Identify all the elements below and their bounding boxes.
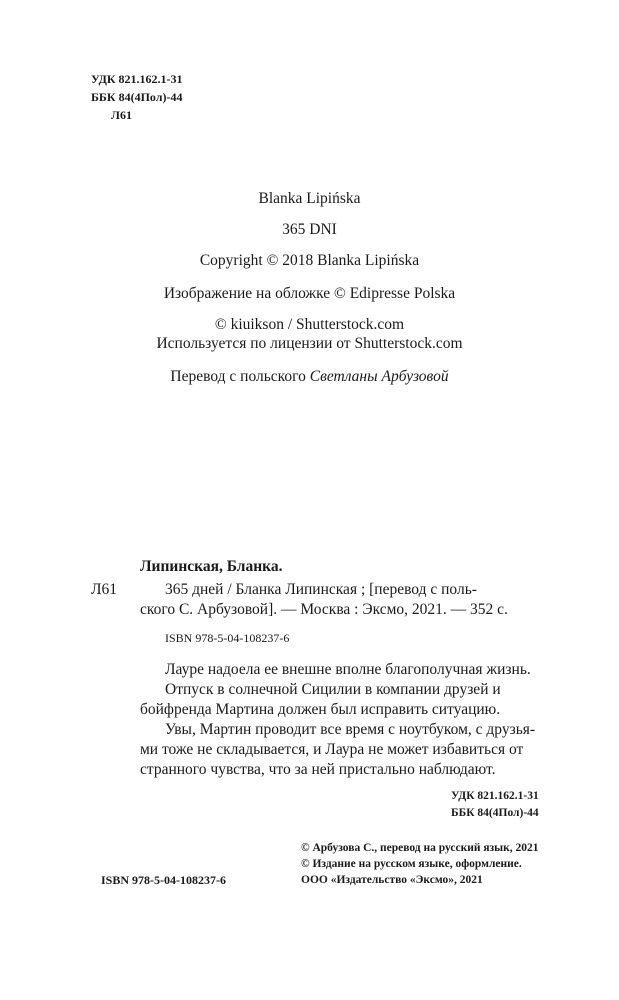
annotation-line: бойфренда Мартина должен был исправить ситуацию.	[140, 701, 501, 718]
udk-code: УДК 821.162.1-31	[91, 72, 183, 86]
annotation-line: Лауре надоела ее внешне вполне благополучная жизнь.	[165, 661, 531, 678]
cover-image-credit: Изображение на обложке © Edipresse Polska	[163, 285, 456, 302]
translation-prefix: Перевод с польского	[170, 368, 310, 385]
catalog-sign: Л61	[91, 581, 118, 598]
catalog-heading: Липинская, Бланка.	[140, 558, 283, 575]
catalog-line-2: ского С. Арбузовой]. — Москва : Эксмо, 2021. — 352 с.	[140, 601, 508, 618]
bbk-code: ББК 84(4Пол)-44	[91, 90, 183, 104]
original-author: Blanka Lipińska	[258, 190, 361, 207]
copyright-notice: ООО «Издательство «Эксмо», 2021	[301, 874, 483, 886]
license-credit: Используется по лицензии от Shutterstock.com	[156, 335, 463, 352]
annotation-line: странного чувства, что за ней пристально наблюдают.	[140, 761, 496, 778]
original-title: 365 DNI	[282, 221, 337, 238]
copyright-notice: © Арбузова С., перевод на русский язык, 2021	[301, 842, 539, 854]
catalog-line-1: 365 дней / Бланка Липинская ; [перевод с поль-	[165, 581, 477, 598]
translation-credit	[0, 368, 619, 386]
author-sign: Л61	[111, 108, 132, 122]
footer-isbn: ISBN 978-5-04-108237-6	[101, 873, 226, 887]
catalog-bbk: ББК 84(4Пол)-44	[451, 807, 539, 819]
annotation-line: ми тоже не складывается, и Лаура не может избавиться от	[140, 741, 524, 758]
translator-name: Светланы Арбузовой	[309, 368, 449, 385]
catalog-isbn: ISBN 978-5-04-108237-6	[165, 631, 290, 645]
photo-credit: © kiuikson / Shutterstock.com	[214, 316, 405, 333]
copyright-notice: © Издание на русском языке, оформление.	[301, 858, 522, 870]
annotation-line: Отпуск в солнечной Сицилии в компании друзей и	[165, 681, 501, 698]
copyright-line: Copyright © 2018 Blanka Lipińska	[199, 252, 420, 269]
annotation-line: Увы, Мартин проводит все время с ноутбуком, с друзья-	[165, 721, 536, 738]
catalog-udk: УДК 821.162.1-31	[451, 790, 539, 802]
